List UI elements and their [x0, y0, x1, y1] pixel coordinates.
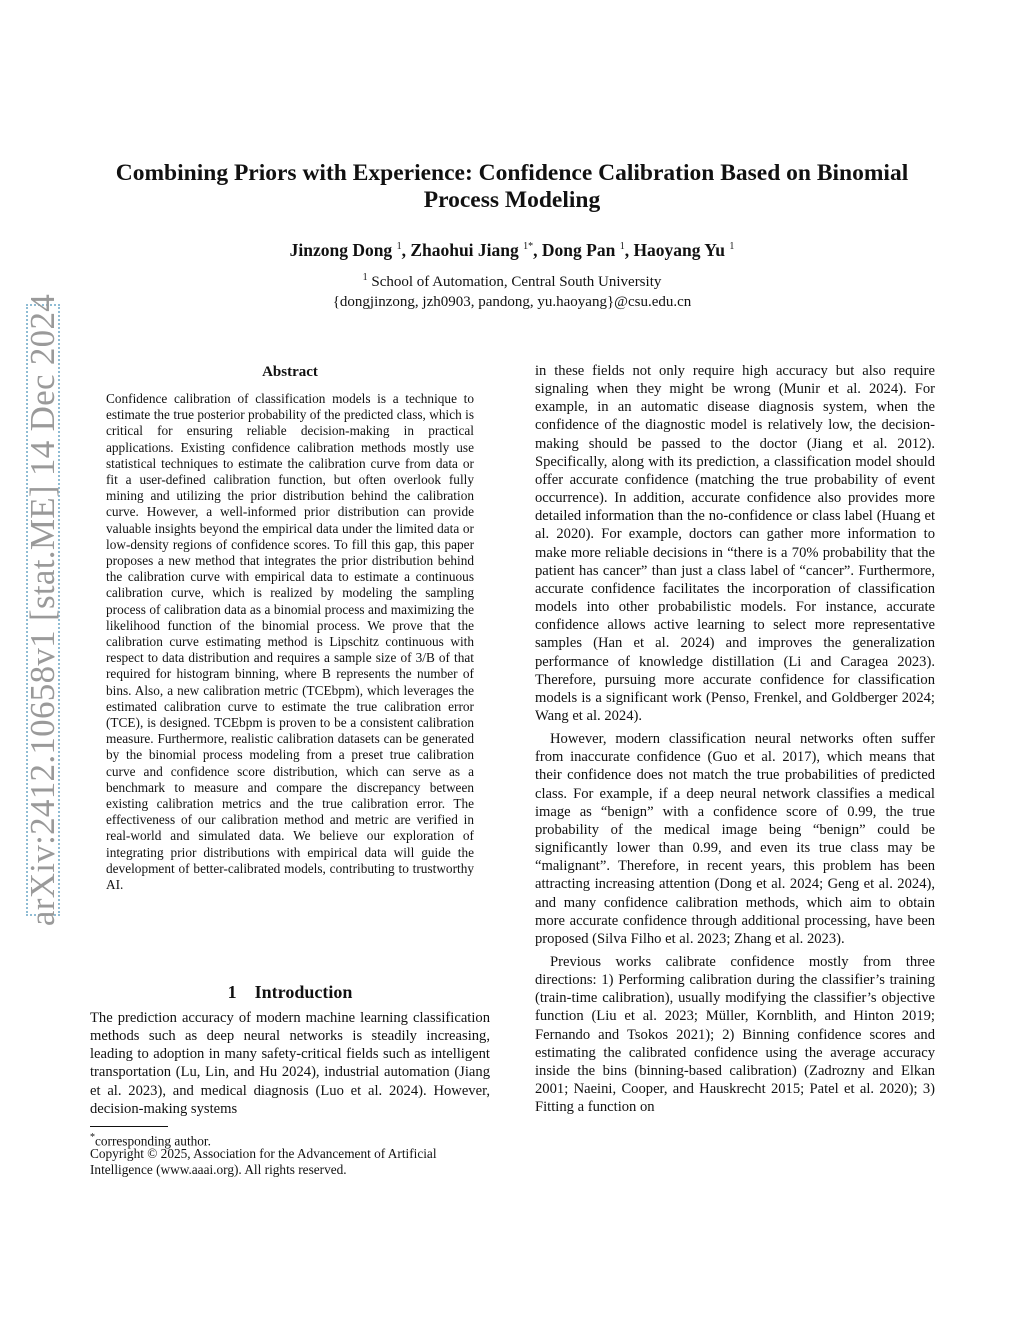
intro-paragraph-1-continued: in these fields not only require high accuracy but also require signaling when they might be wrong (Munir et al. 2024). For example, in an automatic disease diagnosis system, when the confidence of the diagnostic model is relatively low, the decision-making should be passed to the doctor (Jiang et al. 2012). Specifically, along with its prediction, a classification model should offer accurate confidence (matching the true probability of event occurrence). In addition, accurate confidence also provides more detailed information than the no-confidence or class label (Huang et al. 2020). For example, doctors can gather more information to make more reliable decisions in “there is a 70% probability that the patient has cancer” than just a class label of “cancer”. Furthermore, accurate confidence facilitates the incorporation of classification models into other probabilistic models. For instance, accurate confidence allows active learning to select more representative samples (Han et al. 2024) and improves the generalization performance of knowledge distillation (Li and Caragea 2023). Therefore, pursuing more accurate confidence for classification models is a significant work (Penso, Frenkel, and Goldberger 2024; Wang et al. 2024).	[535, 363, 935, 724]
author-name: Jinzong Dong	[289, 239, 393, 260]
footnote-mark: *	[90, 1132, 95, 1143]
affiliation-mark: 1	[362, 272, 368, 283]
author-mark: 1	[396, 241, 402, 252]
section-heading-introduction	[90, 982, 490, 1003]
author-name: Dong Pan	[541, 239, 616, 260]
intro-paragraph-3: Previous works calibrate confidence mostly from three directions: 1) Performing calibration during the classifier’s training (train-time calibration), usually modifying the classifier’s objective function (Liu et al. 2023; Müller, Kornblith, and Hinton 2019; Fernando and Tsokos 2021); 2) Binning confidence scores and estimating the calibrated confidence using the average accuracy inside the bins (binning-based calibration) (Zadrozny and Elkan 2001; Naeini, Cooper, and Hauskrecht 2015; Patel et al. 2020); 3) Fitting a function on	[535, 954, 935, 1116]
author-mark: 1	[729, 241, 735, 252]
footnote-corresponding: *corresponding author.	[90, 1132, 211, 1149]
author-emails: {dongjinzong, jzh0903, pandong, yu.haoyang}@csu.edu.cn	[332, 294, 692, 310]
author-name: Haoyang Yu	[633, 239, 726, 260]
author-mark: 1*	[523, 241, 534, 252]
abstract-heading: Abstract	[262, 364, 318, 380]
section-number: 1	[227, 982, 237, 1002]
author-list: Jinzong Dong $^1$, Zhaohui Jiang $^{1*}$, Dong Pan $^1$, Haoyang Yu $^1$	[289, 239, 735, 260]
author-name: Zhaohui Jiang	[410, 239, 519, 260]
arxiv-stamp-text: arXiv:2412.10658v1 [stat.ME] 14 Dec 2024	[23, 293, 62, 927]
affiliation: $^1$ School of Automation, Central South University	[362, 272, 662, 290]
abstract-text: Confidence calibration of classification models is a technique to estimate the true posterior probability of the predicted class, which is critical for ensuring reliable decision-making in practical applications. Existing confidence calibration methods mostly use statistical techniques to estimate the calibration curve from data or fit a user-defined calibration function, but often overlook fully mining and utilizing the prior distribution behind the calibration curve. However, a well-informed prior distribution can provide valuable insights beyond the empirical data under the limited data or low-density regions of confidence scores. To fill this gap, this paper proposes a new method that integrates the prior distribution behind the calibration curve with empirical data to estimate a continuous calibration curve, which is realized by modeling the sampling process of calibration data as a binomial process and maximizing the likelihood function of the binomial process. We prove that the calibration curve estimating method is Lipschitz continuous with respect to data distribution and requires a sample size of 3/B of that required for histogram binning, where B represents the number of bins. Also, a new calibration metric (TCEbpm), which leverages the estimated calibration curve to estimate the true calibration error (TCE), is designed. TCEbpm is proven to be a consistent calibration measure. Furthermore, realistic calibration datasets can be generated by the binomial process modeling from a preset true calibration curve and confidence score distribution, which can serve as a benchmark to measure and compare the discrepancy between existing calibration metrics and the true calibration error. The effectiveness of our calibration method and metric are verified in real-world and simulated data. We believe our exploration of integrating prior distributions with empirical data will guide the development of better-calibrated models, contributing to trustworthy AI.	[106, 391, 474, 893]
right-column	[535, 362, 935, 1116]
intro-paragraph-1: The prediction accuracy of modern machine learning classification methods such as deep neural networks is steadily increasing, leading to adoption in many safety-critical fields such as intelligent transportation (Lu, Lin, and Hu 2024), industrial automation (Jiang et al. 2023), and medical diagnosis (Luo et al. 2024). However, decision-making systems	[90, 1010, 490, 1117]
affiliation-block	[100, 268, 924, 312]
footnote-copyright: Copyright © 2025, Association for the Advancement of Artificial Intelligence (www.aaai.org). All rights reserved.	[90, 1146, 437, 1177]
footnote-rule	[90, 1126, 168, 1127]
arxiv-stamp	[20, 293, 66, 927]
intro-paragraph-2: However, modern classification neural networks often suffer from inaccurate confidence (Guo et al. 2017), which means that their confidence does not match the true probabilities of predicted class. For example, if a deep neural network classifies a medical image as “benign” with a confidence score of 0.99, the true probability of the medical image being “benign” could be significantly lower than 0.99, and even its true class may be “malignant”. Therefore, in recent years, this problem has been attracting increasing attention (Dong et al. 2024; Geng et al. 2024), and many confidence calibration methods, which aim to obtain more accurate confidence through additional processing, have been proposed (Silva Filho et al. 2023; Zhang et al. 2023).	[535, 731, 935, 947]
section-title: Introduction	[254, 982, 353, 1002]
author-mark: 1	[619, 241, 625, 252]
paper-title: Combining Priors with Experience: Confidence Calibration Based on Binomial Process Modeling	[115, 160, 909, 213]
